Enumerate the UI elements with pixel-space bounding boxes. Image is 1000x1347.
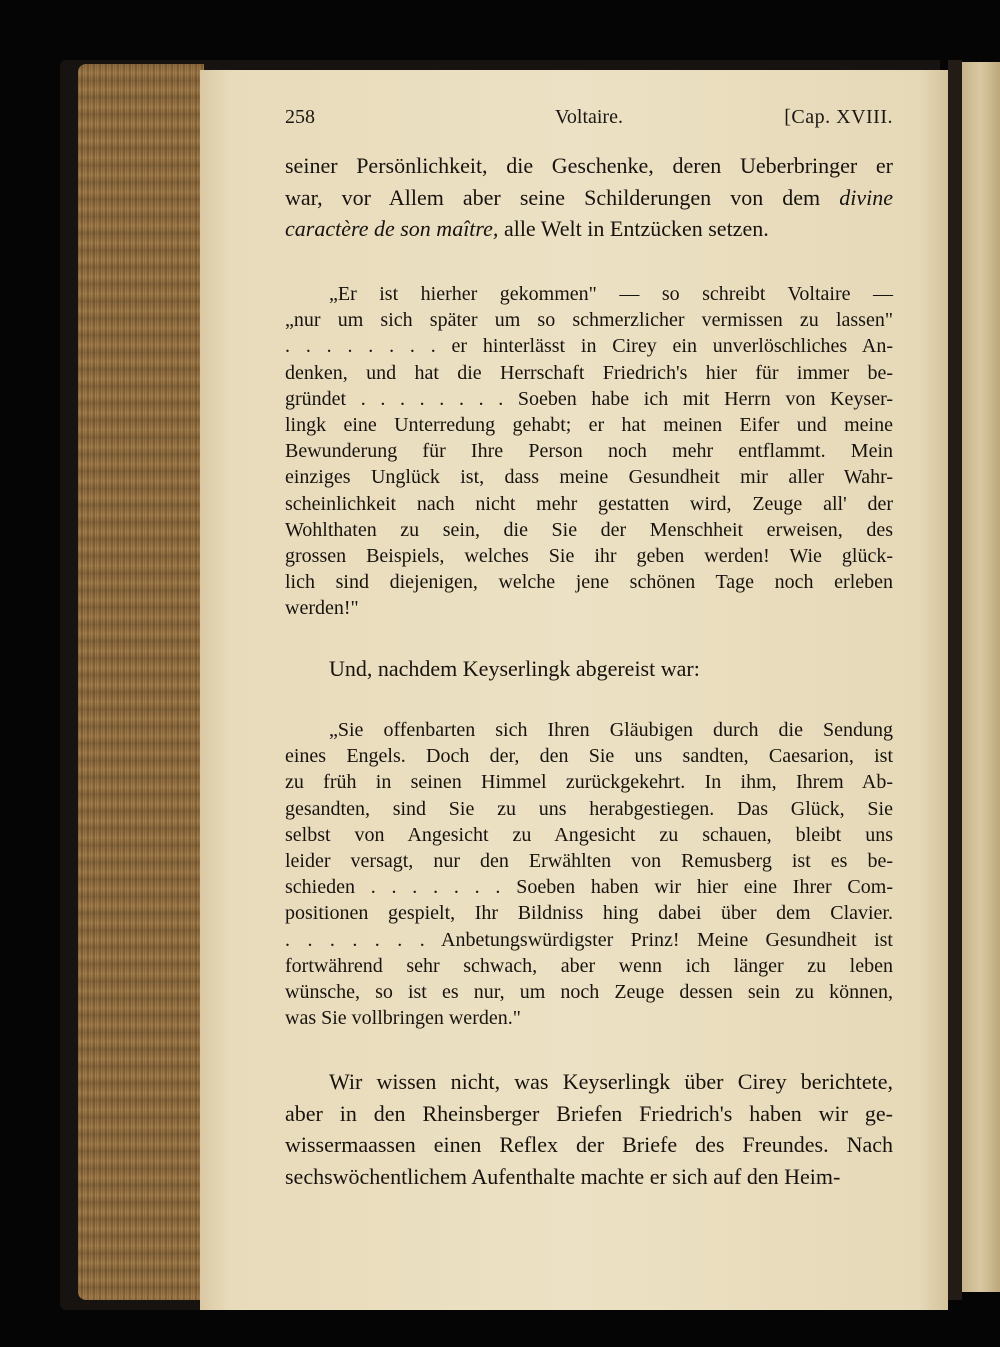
text-line: wissermaassen einen Reflex der Briefe des Freundes. Nach — [285, 1132, 893, 1157]
text-line: fortwährend sehr schwach, aber wenn ich länger zu leben — [285, 954, 893, 977]
text-line: positionen gespielt, Ihr Bildniss hing dabei über dem Clavier. — [285, 902, 893, 925]
page-number: 258 — [285, 106, 315, 128]
text-line: Bewunderung für Ihre Person noch mehr entflammt. Mein — [285, 440, 893, 463]
paragraph-transition — [285, 653, 893, 685]
text-line: zu früh in seinen Himmel zurückgekehrt. In ihm, Ihrem Ab- — [285, 771, 893, 794]
text-line: einziges Unglück ist, dass meine Gesundheit mir aller Wahr- — [285, 466, 893, 489]
text-line: denken, und hat die Herrschaft Friedrich's hier für immer be- — [285, 361, 893, 384]
text-line: grossen Beispiels, welches Sie ihr geben werden! Wie glück- — [285, 545, 893, 568]
text-line: gründet . . . . . . . . Soeben habe ich mit Herrn von Keyser- — [285, 387, 893, 410]
text-line: war, vor Allem aber seine Schilderungen von dem divine — [285, 184, 893, 210]
text-line: scheinlichkeit nach nicht mehr gestatten wird, Zeuge all' der — [285, 492, 893, 515]
running-title: Voltaire. — [555, 106, 623, 128]
text-line: . . . . . . . . er hinterlässt in Cirey ein unverlöschliches An- — [285, 335, 893, 358]
text-line: schieden . . . . . . . Soeben haben wir hier eine Ihrer Com- — [285, 876, 893, 899]
text-line: sechswöchentlichem Aufenthalte machte er sich auf den Heim- — [285, 1163, 841, 1189]
italic-phrase: caractère de son maître, — [285, 216, 499, 241]
chapter-reference: [Cap. XVIII. — [784, 106, 893, 128]
book-page — [200, 70, 948, 1310]
text-line: seiner Persönlichkeit, die Geschenke, deren Ueberbringer er — [285, 153, 893, 178]
text-line: Und, nachdem Keyserlingk abgereist war: — [329, 656, 700, 681]
text-line: Wir wissen nicht, was Keyserlingk über Cirey berichtete, — [329, 1069, 893, 1094]
text-line: leider versagt, nur den Erwählten von Remusberg ist es be- — [285, 850, 893, 873]
quotation-voltaire-2 — [285, 717, 893, 1031]
paragraph-narrative — [285, 1066, 893, 1192]
text-line: „Er ist hierher gekommen" — so schreibt Voltaire — — [329, 283, 893, 305]
text-line: selbst von Angesicht zu Angesicht zu schauen, bleibt uns — [285, 823, 893, 846]
quotation-voltaire-1 — [285, 281, 893, 622]
running-header — [285, 106, 893, 136]
paragraph-continuation — [285, 150, 893, 245]
text-line: aber in den Rheinsberger Briefen Friedrich's haben wir ge- — [285, 1100, 893, 1126]
page-block-edge — [78, 64, 204, 1300]
text-line: werden!" — [285, 597, 359, 620]
text-line: was Sie vollbringen werden." — [285, 1007, 521, 1030]
text-line: . . . . . . . Anbetungswürdigster Prinz! Meine Gesundheit ist — [285, 928, 893, 951]
book-gutter — [948, 60, 962, 1300]
italic-phrase: divine — [839, 184, 893, 210]
text-line: „nur um sich später um so schmerzlicher vermissen zu lassen" — [285, 309, 893, 332]
text-line: „Sie offenbarten sich Ihren Gläubigen durch die Sendung — [329, 719, 893, 741]
text-line: gesandten, sind Sie zu uns herabgestiegen. Das Glück, Sie — [285, 797, 893, 820]
text-line: caractère de son maître, alle Welt in Entzücken setzen. — [285, 216, 769, 241]
text-line: wünsche, so ist es nur, um noch Zeuge dessen sein zu können, — [285, 981, 893, 1004]
text-line: lich sind diejenigen, welche jene schönen Tage noch erleben — [285, 571, 893, 594]
text-line: lingk eine Unterredung gehabt; er hat meinen Eifer und meine — [285, 414, 893, 437]
text-line: Wohlthaten zu sein, die Sie der Menschheit erweisen, des — [285, 518, 893, 541]
text-line: eines Engels. Doch der, den Sie uns sandten, Caesarion, ist — [285, 745, 893, 768]
facing-page-edge — [962, 62, 1000, 1292]
